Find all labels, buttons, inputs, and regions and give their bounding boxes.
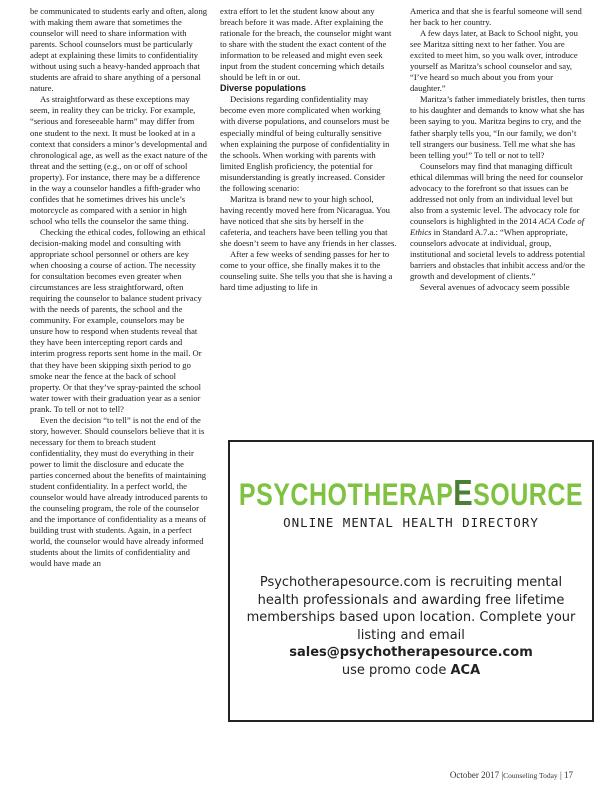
logo-text: E bbox=[453, 473, 474, 514]
body-paragraph: be communicated to students early and often, along with making them aware that sometimes the counselor will need to share information with parents. School counselors must be particularly adept at explaining these limits to confidentiality without using such a heavy-handed approach that students are afraid to share anything of a personal nature. bbox=[30, 6, 208, 94]
article-column-3 bbox=[410, 6, 588, 293]
body-paragraph: After a few weeks of sending passes for her to come to your office, she finally makes it to the counseling suite. She tells you that she is having a hard time adjusting to life in bbox=[220, 249, 393, 293]
ad-promo bbox=[342, 663, 480, 678]
body-paragraph: As straightforward as these exceptions may seem, in reality they can be tricky. For example, “serious and foreseeable harm” may differ from one student to the next. It must be looked at in a context that considers a minor’s developmental and chronological age, as well as the exact nature of the threat and the setting (e.g., on or off of school property). For instance, there may be a difference in the way a counselor handles a fifth-grader who confides that he sometimes drives his uncle’s motorcycle as compared with a senior in high school who tells the counselor the same thing. bbox=[30, 94, 208, 226]
body-text: Counselors may find that managing difficult ethical dilemmas will bring the need for counselor advocacy to the forefront so that issues can be addressed not only from an individual level but also from a systemic level. The advocacy role for counselors is highlighted in the 2014 bbox=[410, 160, 584, 226]
body-paragraph: A few days later, at Back to School night, you see Maritza sitting next to her father. You are excited to meet him, so you walk over, introduce yourself as Maritza’s school counselor and say, “I’ve heard so much about you from your daughter.” bbox=[410, 28, 578, 94]
publication-name: Counseling Today bbox=[503, 771, 558, 780]
article-column-2 bbox=[220, 6, 397, 293]
body-text: in Standard A.7.a.: “When appropriate, counselors advocate at individual, group, institutional and societal levels to address potential barriers and obstacles that inhibit access and/or the growth and development of clients.” bbox=[410, 226, 586, 282]
body-paragraph bbox=[410, 161, 588, 283]
body-paragraph: America and that she is fearful someone will send her back to her country. bbox=[410, 6, 582, 28]
body-paragraph: Maritza’s father immediately bristles, then turns to his daughter and demands to know what she has been saying to you. Maritza begins to cry, and the father sharply tells you, “In our family, we don’t tell strangers our business. Tell me what she has been telling you!” To tell or not to tell? bbox=[410, 94, 586, 160]
body-paragraph: Decisions regarding confidentiality may become even more complicated when working with diverse populations, and counselors must be especially mindful of being culturally sensitive when explaining the purpose of confidentiality in the schools. When working with parents with limited English proficiency, the potential for misunderstanding is greatly increased. Consider the following scenario: bbox=[220, 94, 390, 193]
body-paragraph: Checking the ethical codes, following an ethical decision-making model and consulting with appropriate school personnel or others are key when choosing a course of action. The necessity for consultation becomes even greater when circumstances are less straightforward, often requiring the counselor to balance student privacy with the needs of parents, the school and the community. For example, counselors may be unsure how to respond when students reveal that they have been intercepting report cards and interim progress reports sent home in the mail. Or that they have been skipping sixth period to go smoke near the fence at the back of school property. Or that they’ve spray-painted the school water tower with their graduation year as a senior prank. To tell or not to tell? bbox=[30, 226, 206, 414]
ad-email-link[interactable]: sales@psychotherapesource.com bbox=[289, 645, 533, 661]
advertisement[interactable] bbox=[228, 440, 594, 722]
article-column-1 bbox=[30, 6, 208, 569]
logo-text: PSYCHOTHERAP bbox=[238, 477, 454, 513]
ad-body-text: Psychotherapesource.com is recruiting mental health professionals and awarding free lifetime memberships based upon location. Complete your listing and email bbox=[246, 575, 576, 643]
section-heading: Diverse populations bbox=[220, 83, 307, 94]
page-number: 17 bbox=[564, 770, 573, 780]
ad-body bbox=[246, 574, 576, 680]
page-footer: October 2017 |Counseling Today | 17 bbox=[449, 770, 573, 780]
ad-tagline: ONLINE MENTAL HEALTH DIRECTORY bbox=[283, 515, 539, 530]
promo-text: use promo code bbox=[341, 662, 451, 678]
psychotherapesource-logo bbox=[230, 474, 592, 515]
issue-date: October 2017 bbox=[449, 770, 500, 780]
body-paragraph: Even the decision “to tell” is not the end of the story, however. Should counselors believe that it is necessary for them to breach student confidentiality, they must do everything in their power to limit the disclosure and educate the parties concerned about the benefits of maintaining student confidentiality. In a perfect world, the counselor would have already introduced parents to the counseling program, the role of the counselor and the importance of confidentiality as a means of building trust with students. Again, in a perfect world, the counselor would have already informed students about the limits of confidentiality and would have made an bbox=[30, 414, 208, 569]
code-of-ethics-title: ACA Code of Ethics bbox=[410, 215, 585, 237]
logo-text: SOURCE bbox=[473, 477, 584, 513]
body-paragraph: Maritza is brand new to your high school, having recently moved here from Nicaragua. You have noticed that she sits by herself in the cafeteria, and teachers have been telling you that she doesn’t seem to have any friends in her classes. bbox=[220, 193, 397, 248]
body-paragraph: extra effort to let the student know about any breach before it was made. After explaining the rationale for the breach, the counselor might want to share with the student the exact content of the information to be released and might even seek input from the student concerning which details should be left in or out. bbox=[220, 6, 392, 83]
body-paragraph: Several avenues of advocacy seem possible bbox=[420, 282, 570, 293]
promo-code: ACA bbox=[450, 662, 481, 678]
